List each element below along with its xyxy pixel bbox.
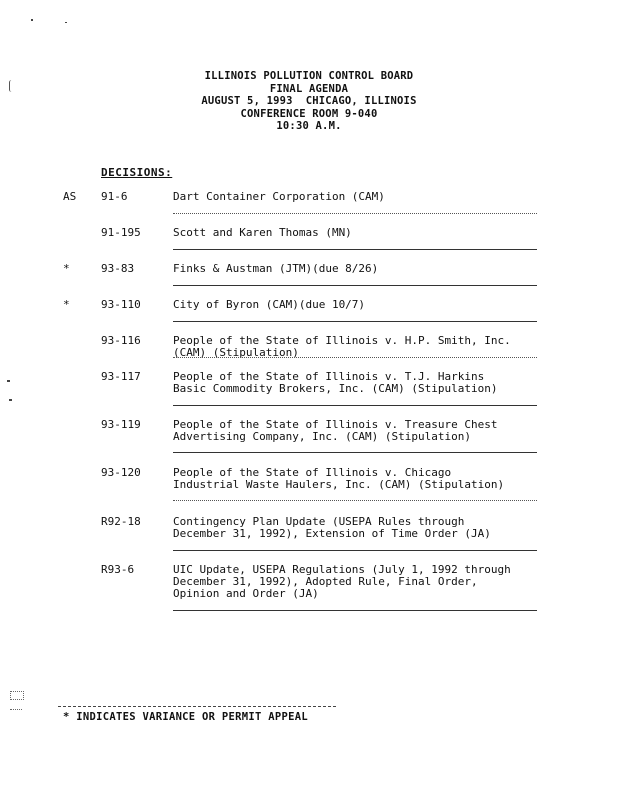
- agenda-title: FINAL AGENDA: [269, 82, 349, 95]
- signature-line: [173, 405, 537, 406]
- signature-line: [173, 249, 537, 250]
- item-description: [173, 191, 536, 203]
- item-marker: *: [63, 298, 70, 311]
- docket-number: 93-120: [101, 466, 141, 479]
- item-description: [173, 516, 536, 540]
- description-line: December 31, 1992), Extension of Time Order (JA): [173, 527, 491, 540]
- scan-speck: [10, 709, 22, 714]
- description-line: (CAM) (Stipulation): [173, 346, 299, 359]
- description-line: Dart Container Corporation (CAM): [173, 190, 385, 203]
- description-line: People of the State of Illinois v. T.J. Harkins: [173, 370, 485, 383]
- scan-speck: [31, 19, 33, 21]
- docket-number: 93-110: [101, 298, 141, 311]
- description-line: Scott and Karen Thomas (MN): [173, 226, 352, 239]
- description-line: December 31, 1992), Adopted Rule, Final Order,: [173, 575, 478, 588]
- docket-number: 91-6: [101, 190, 128, 203]
- item-marker: AS: [63, 190, 77, 203]
- item-description: [173, 227, 536, 239]
- description-line: Opinion and Order (JA): [173, 587, 319, 600]
- description-line: Basic Commodity Brokers, Inc. (CAM) (Stipulation): [173, 382, 498, 395]
- docket-number: R93-6: [101, 563, 135, 576]
- signature-line: [173, 610, 537, 611]
- item-description: [173, 467, 536, 491]
- signature-line: [173, 550, 537, 551]
- docket-number: 93-116: [101, 334, 141, 347]
- item-description: [173, 371, 536, 395]
- scan-speck: [7, 380, 10, 382]
- description-line: People of the State of Illinois v. Chicago: [173, 466, 452, 479]
- agenda-header: [0, 70, 618, 133]
- docket-number: 91-195: [101, 226, 141, 239]
- description-line: UIC Update, USEPA Regulations (July 1, 1992 through: [173, 563, 511, 576]
- description-line: People of the State of Illinois v. Treasure Chest: [173, 418, 498, 431]
- signature-line: [173, 321, 537, 322]
- description-line: Contingency Plan Update (USEPA Rules through: [173, 515, 465, 528]
- docket-number: 93-117: [101, 370, 141, 383]
- footer-divider: [58, 706, 336, 707]
- item-description: [173, 419, 536, 443]
- signature-line: [173, 285, 537, 286]
- docket-number: R92-18: [101, 515, 141, 528]
- section-title: DECISIONS:: [101, 166, 173, 179]
- signature-line: [173, 452, 537, 453]
- docket-number: 93-119: [101, 418, 141, 431]
- board-name: ILLINOIS POLLUTION CONTROL BOARD: [204, 70, 414, 82]
- description-line: Industrial Waste Haulers, Inc. (CAM) (Stipulation): [173, 478, 505, 491]
- signature-line: [173, 357, 537, 358]
- item-description: [173, 263, 536, 275]
- meeting-date-location: AUGUST 5, 1993 CHICAGO, ILLINOIS: [201, 95, 417, 107]
- scan-speck: [9, 399, 12, 401]
- item-description: [173, 299, 536, 311]
- item-description: [173, 335, 536, 359]
- description-line: Finks & Austman (JTM)(due 8/26): [173, 262, 379, 275]
- meeting-time: 10:30 A.M.: [276, 120, 342, 132]
- scan-speck: [9, 80, 14, 92]
- description-line: Advertising Company, Inc. (CAM) (Stipulation): [173, 430, 472, 443]
- signature-line: [173, 500, 537, 501]
- docket-number: 93-83: [101, 262, 135, 275]
- description-line: City of Byron (CAM)(due 10/7): [173, 298, 366, 311]
- item-marker: *: [63, 262, 70, 275]
- item-description: [173, 564, 536, 600]
- conference-room: CONFERENCE ROOM 9-040: [240, 107, 378, 120]
- footer-note: * INDICATES VARIANCE OR PERMIT APPEAL: [63, 711, 308, 723]
- scan-speck: [65, 22, 67, 23]
- description-line: People of the State of Illinois v. H.P. Smith, Inc.: [173, 334, 511, 347]
- signature-line: [173, 213, 537, 214]
- scan-speck: [10, 691, 24, 700]
